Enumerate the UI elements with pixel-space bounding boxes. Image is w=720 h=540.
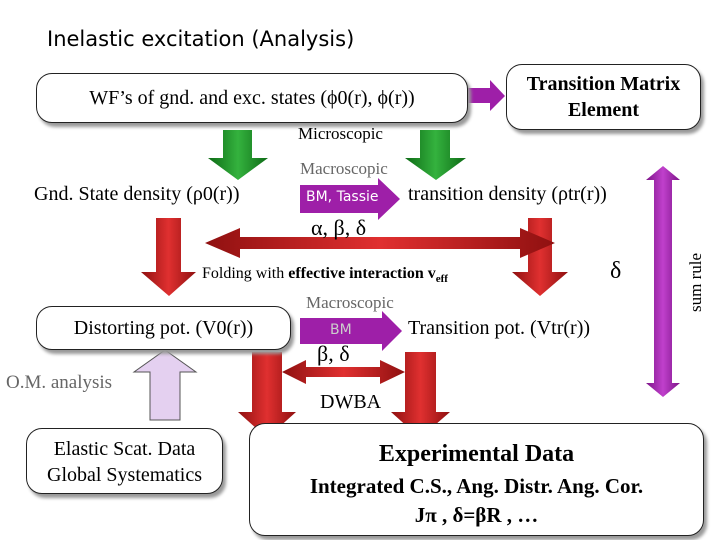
elastic-line-2: Global Systematics <box>47 464 202 486</box>
gnd-density-label: Gnd. State density (ρ0(r)) <box>34 183 240 205</box>
page-title: Inelastic excitation (Analysis) <box>47 27 355 51</box>
transition-matrix-box <box>506 64 701 130</box>
sum-rule-label: sum rule <box>686 252 705 312</box>
microscopic-label: Microscopic <box>298 124 383 143</box>
exp-line-2: Jπ , δ=βR , … <box>414 503 539 527</box>
om-analysis-label: O.M. analysis <box>6 372 113 393</box>
red-arrow-gnd-density <box>141 218 196 296</box>
dwba-label: DWBA <box>320 391 382 413</box>
distorting-pot-label: Distorting pot. (V0(r)) <box>73 317 254 339</box>
folding-prefix: Folding with <box>202 265 289 282</box>
exp-line-1: Integrated C.S., Ang. Distr. Ang. Cor. <box>309 474 644 498</box>
bm-tassie-label: BM, Tassie <box>306 189 379 205</box>
folding-sub: eff <box>435 273 448 286</box>
sum-rule-double-arrow <box>646 166 680 397</box>
beta-delta-label: β, δ <box>317 341 350 366</box>
purple-arrow-wf-to-tme <box>465 80 505 111</box>
green-arrow-right <box>405 130 466 180</box>
transition-pot-label: Transition pot. (Vtr(r)) <box>408 317 591 339</box>
macroscopic-label-1: Macroscopic <box>300 159 388 178</box>
transition-density-label: transition density (ρtr(r)) <box>408 183 607 205</box>
experimental-data-box <box>249 423 704 536</box>
wf-box <box>36 73 468 123</box>
elastic-line-1: Elastic Scat. Data <box>53 438 196 460</box>
folding-label <box>202 265 448 285</box>
elastic-data-box <box>26 428 223 494</box>
green-arrow-left <box>208 130 268 180</box>
tme-line-2: Element <box>567 99 640 121</box>
exp-title: Experimental Data <box>378 441 575 467</box>
lavender-arrow-elastic <box>134 350 196 420</box>
red-double-arrow-folding <box>205 228 555 258</box>
delta-label: δ <box>610 258 622 284</box>
tme-line-1: Transition Matrix <box>526 73 681 95</box>
bm-label: BM <box>330 322 352 338</box>
wf-label: WF’s of gnd. and exc. states (ϕ0(r), ϕ(r)) <box>89 87 415 109</box>
distorting-pot-box <box>36 306 291 350</box>
folding-bold: effective interaction v <box>288 265 436 282</box>
macroscopic-label-2: Macroscopic <box>306 293 394 312</box>
alpha-beta-delta-label: α, β, δ <box>311 215 367 240</box>
